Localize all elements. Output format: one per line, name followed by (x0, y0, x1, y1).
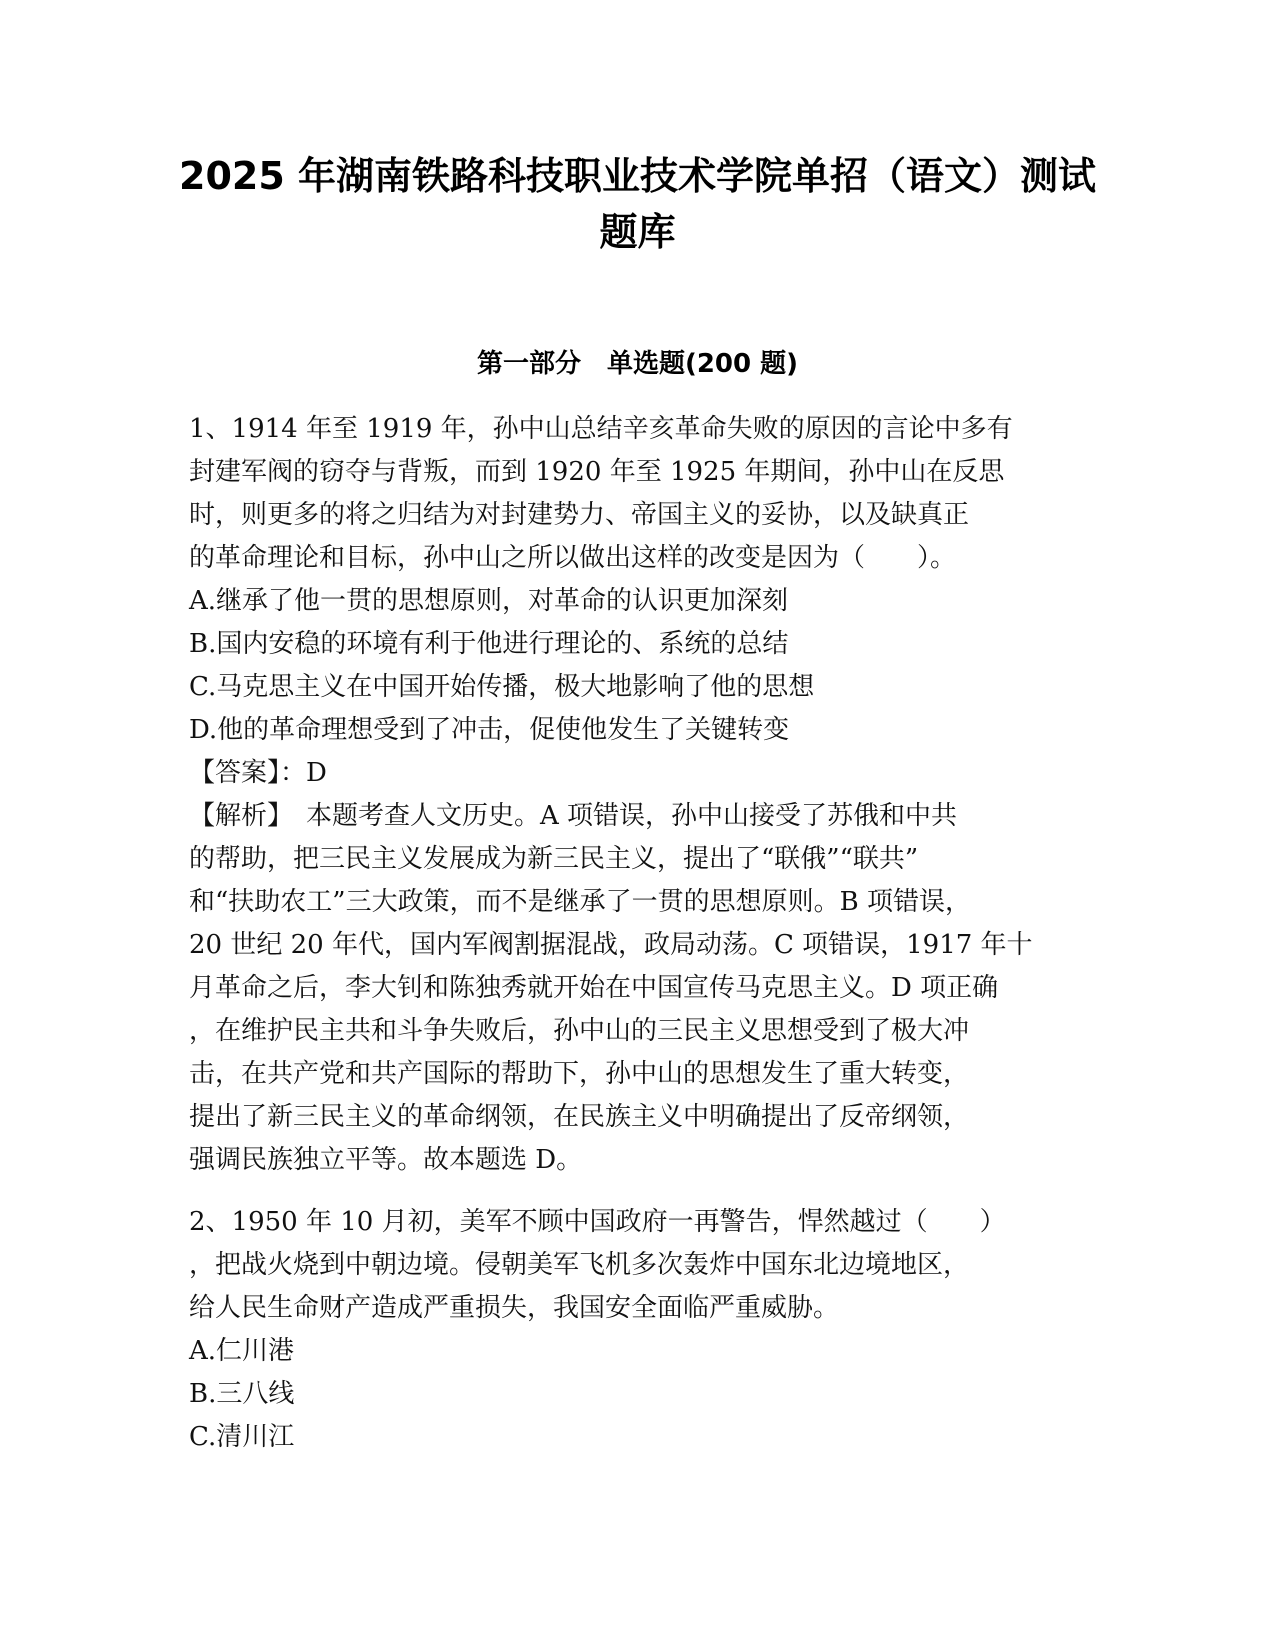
analysis-line: ，在维护民主共和斗争失败后，孙中山的三民主义思想受到了极大冲 (189, 1016, 970, 1046)
stem-line: 1、1914 年至 1919 年，孙中山总结辛亥革命失败的原因的言论中多有 (189, 414, 1013, 444)
stem-line: 给人民生命财产造成严重损失，我国安全面临严重威胁。 (189, 1293, 840, 1323)
stem-line: 的革命理论和目标，孙中山之所以做出这样的改变是因为（ ）。 (189, 543, 957, 573)
question-list (189, 408, 1079, 1459)
analysis-line: 20 世纪 20 年代，国内军阀割据混战，政局动荡。C 项错误，1917 年十 (189, 930, 1033, 960)
analysis-line: 的帮助，把三民主义发展成为新三民主义，提出了“联俄”“联共” (189, 844, 919, 874)
question-options (189, 1330, 1079, 1459)
analysis-line: 提出了新三民主义的革命纲领，在民族主义中明确提出了反帝纲领， (189, 1102, 970, 1132)
analysis-line: 【解析】 本题考查人文历史。A 项错误，孙中山接受了苏俄和中共 (189, 801, 958, 831)
title-line: 2025 年湖南铁路科技职业技术学院单招（语文）测试 (179, 154, 1096, 198)
analysis-line: 击，在共产党和共产国际的帮助下，孙中山的思想发生了重大转变， (189, 1059, 970, 1089)
question-1 (189, 408, 1079, 1182)
section-heading: 第一部分 单选题(200 题) (476, 349, 799, 379)
document-title (160, 148, 1115, 260)
option-a: A.继承了他一贯的思想原则，对革命的认识更加深刻 (189, 586, 789, 616)
stem-line: ，把战火烧到中朝边境。侵朝美军飞机多次轰炸中国东北边境地区， (189, 1250, 970, 1280)
stem-line: 时，则更多的将之归结为对封建势力、帝国主义的妥协，以及缺真正 (189, 500, 970, 530)
stem-line: 2、1950 年 10 月初，美军不顾中国政府一再警告，悍然越过（ ） (189, 1207, 1006, 1237)
analysis (189, 795, 1079, 1182)
option-a: A.仁川港 (189, 1336, 295, 1366)
answer-line: 【答案】：D (189, 758, 327, 788)
question-options (189, 580, 1079, 752)
question-stem (189, 1201, 1079, 1330)
option-b: B.三八线 (189, 1379, 295, 1409)
analysis-line: 和“扶助农工”三大政策，而不是继承了一贯的思想原则。B 项错误， (189, 887, 971, 917)
option-c: C.清川江 (189, 1422, 295, 1452)
option-c: C.马克思主义在中国开始传播，极大地影响了他的思想 (189, 672, 815, 702)
stem-line: 封建军阀的窃夺与背叛，而到 1920 年至 1925 年期间，孙中山在反思 (189, 457, 1005, 487)
question-spacer (189, 1182, 1079, 1201)
analysis-line: 强调民族独立平等。故本题选 D。 (189, 1145, 583, 1175)
question-2 (189, 1201, 1079, 1459)
option-b: B.国内安稳的环境有利于他进行理论的、系统的总结 (189, 629, 789, 659)
analysis-line: 月革命之后，李大钊和陈独秀就开始在中国宣传马克思主义。D 项正确 (189, 973, 999, 1003)
option-d: D.他的革命理想受到了冲击，促使他发生了关键转变 (189, 715, 790, 745)
title-line: 题库 (599, 210, 676, 254)
question-stem (189, 408, 1079, 580)
